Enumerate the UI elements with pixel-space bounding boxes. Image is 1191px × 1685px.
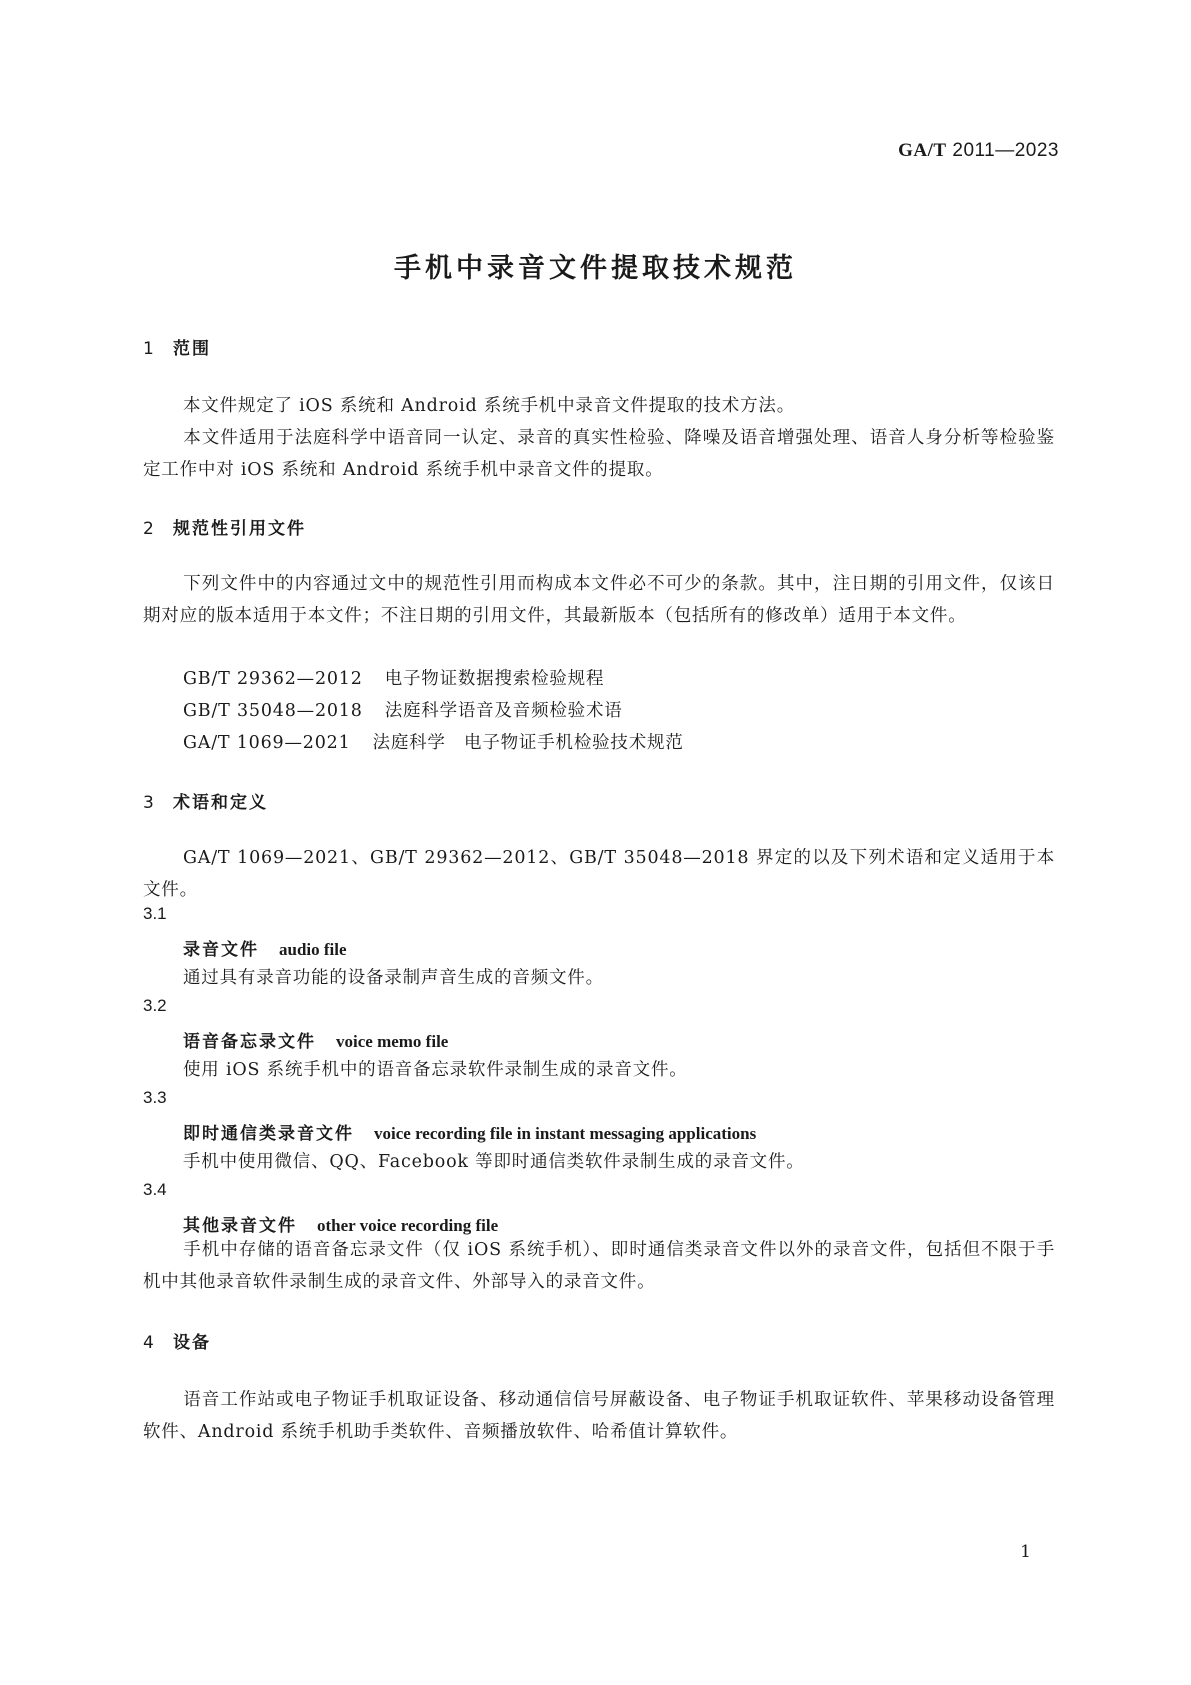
term-chinese: 其他录音文件 [183, 1216, 297, 1236]
reference-code: GB/T 35048—2018 [183, 701, 363, 721]
reference-name: 电子物证数据搜索检验规程 [384, 669, 605, 689]
term-english: audio file [279, 940, 347, 959]
standard-number: 2011—2023 [952, 140, 1059, 161]
section-2-heading [143, 514, 306, 539]
section-title: 范围 [173, 339, 211, 359]
term-english: voice memo file [336, 1032, 449, 1051]
term-english: other voice recording file [317, 1216, 499, 1235]
section-number: 4 [143, 1333, 156, 1353]
reference-name: 法庭科学 电子物证手机检验技术规范 [372, 733, 684, 753]
term-english: voice recording file in instant messaging applications [374, 1124, 757, 1143]
section-1-heading [143, 334, 211, 359]
page-number: 1 [1020, 1542, 1031, 1562]
standard-code [898, 140, 1059, 162]
section-2-paragraph-1 [143, 568, 1055, 632]
term-number: 3.4 [143, 1180, 167, 1199]
term-heading [183, 1027, 448, 1052]
term-heading [183, 1119, 756, 1144]
term-heading [183, 935, 347, 960]
paragraph-text: 下列文件中的内容通过文中的规范性引用而构成本文件必不可少的条款。其中，注日期的引用文件，仅该日期对应的版本适用于本文件；不注日期的引用文件，其最新版本（包括所有的修改单）适用于本文件。 [143, 574, 1055, 626]
section-title: 术语和定义 [173, 793, 268, 813]
section-title: 设备 [173, 1333, 211, 1353]
reference-item [183, 729, 684, 754]
section-1-paragraph-1 [143, 390, 1055, 422]
document-title: 手机中录音文件提取技术规范 [394, 253, 797, 284]
term-number: 3.2 [143, 996, 167, 1015]
section-title: 规范性引用文件 [173, 519, 306, 539]
section-3-heading [143, 788, 268, 813]
term-chinese: 语音备忘录文件 [183, 1032, 316, 1052]
term-definition: 通过具有录音功能的设备录制声音生成的音频文件。 [183, 968, 604, 988]
reference-code: GB/T 29362—2012 [183, 669, 363, 689]
standard-prefix: GA/T [898, 140, 947, 161]
reference-item [183, 697, 623, 722]
paragraph-text: 语音工作站或电子物证手机取证设备、移动通信信号屏蔽设备、电子物证手机取证软件、苹果移动设备管理软件、Android 系统手机助手类软件、音频播放软件、哈希值计算软件。 [143, 1390, 1055, 1442]
section-number: 2 [143, 519, 156, 539]
section-number: 1 [143, 339, 156, 359]
section-3-paragraph-1 [143, 842, 1055, 906]
term-definition-paragraph [143, 1234, 1055, 1298]
paragraph-text: GA/T 1069—2021、GB/T 29362—2012、GB/T 35048—2018 界定的以及下列术语和定义适用于本文件。 [143, 848, 1055, 900]
term-number: 3.1 [143, 904, 167, 923]
reference-item [183, 665, 604, 690]
section-1-paragraph-2 [143, 422, 1055, 486]
reference-code: GA/T 1069—2021 [183, 733, 351, 753]
term-definition: 使用 iOS 系统手机中的语音备忘录软件录制生成的录音文件。 [183, 1060, 688, 1080]
paragraph-text: 手机中存储的语音备忘录文件（仅 iOS 系统手机）、即时通信类录音文件以外的录音文件，包括但不限于手机中其他录音软件录制生成的录音文件、外部导入的录音文件。 [143, 1240, 1055, 1292]
paragraph-text: 本文件规定了 iOS 系统和 Android 系统手机中录音文件提取的技术方法。 [183, 396, 795, 416]
section-4-paragraph-1 [143, 1384, 1055, 1448]
term-number: 3.3 [143, 1088, 167, 1107]
paragraph-text: 本文件适用于法庭科学中语音同一认定、录音的真实性检验、降噪及语音增强处理、语音人身分析等检验鉴定工作中对 iOS 系统和 Android 系统手机中录音文件的提取。 [143, 428, 1055, 480]
reference-name: 法庭科学语音及音频检验术语 [384, 701, 623, 721]
term-chinese: 即时通信类录音文件 [183, 1124, 354, 1144]
term-chinese: 录音文件 [183, 940, 259, 960]
term-heading [183, 1211, 498, 1236]
section-number: 3 [143, 793, 156, 813]
term-definition: 手机中使用微信、QQ、Facebook 等即时通信类软件录制生成的录音文件。 [183, 1152, 805, 1172]
section-4-heading [143, 1328, 211, 1353]
